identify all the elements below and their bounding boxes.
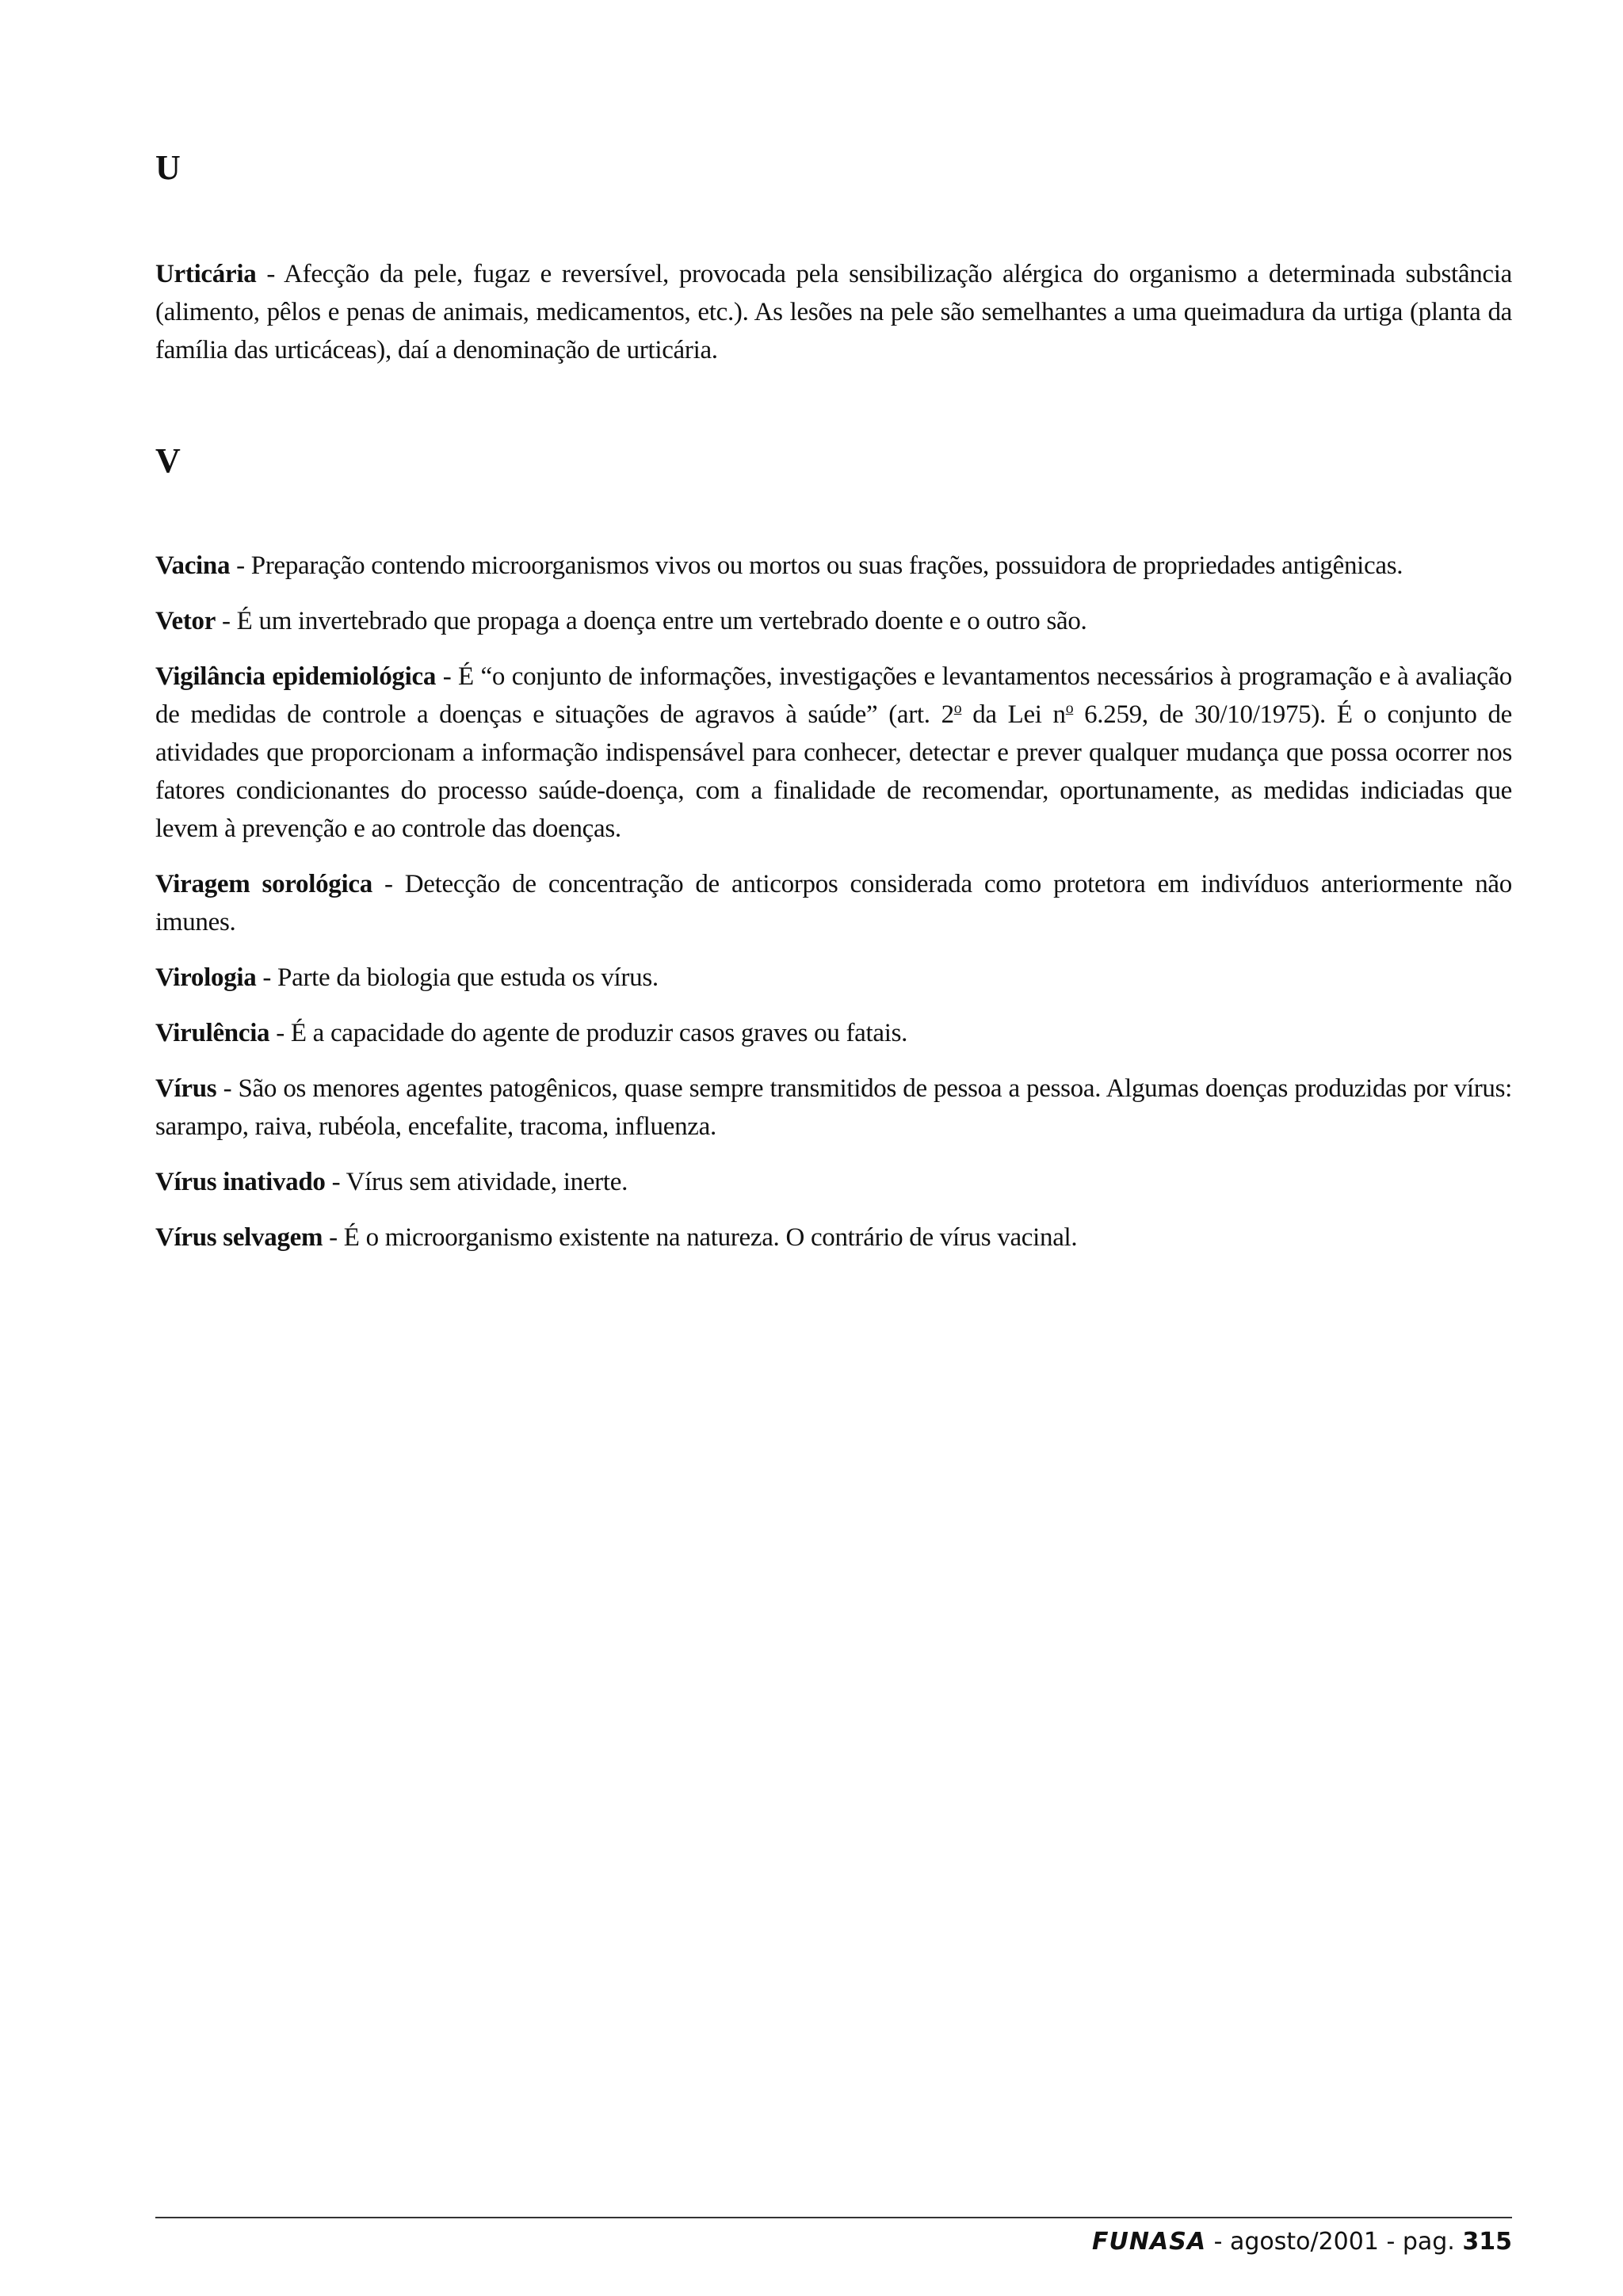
entry-definition: - É a capacidade do agente de produzir casos graves ou fatais. bbox=[269, 1019, 908, 1047]
footer-text: - agosto/2001 - pag. bbox=[1206, 2228, 1463, 2256]
entry-term: Virulência bbox=[155, 1019, 270, 1047]
entry-definition: - Afecção da pele, fugaz e reversível, provocada pela sensibilização alérgica do organismo a determinada substância (alimento, pêlos e penas de animais, medicamentos, etc.). As lesões na pele são semelhantes a uma queimadura da urtiga (planta da família das urticáceas), daí a denominação de urticária. bbox=[155, 260, 1512, 364]
entry-virologia bbox=[155, 959, 1512, 997]
entry-definition: - São os menores agentes patogênicos, quase sempre transmitidos de pessoa a pessoa. Algumas doenças produzidas por vírus: sarampo, raiva, rubéola, encefalite, tracoma, influenza. bbox=[155, 1074, 1512, 1141]
entry-term: Viragem sorológica bbox=[155, 870, 372, 898]
entry-urticaria bbox=[155, 255, 1512, 369]
entry-term: Vírus bbox=[155, 1074, 217, 1103]
entry-vigilancia-epidemiologica bbox=[155, 658, 1512, 848]
entry-virulencia bbox=[155, 1014, 1512, 1052]
entry-term: Vírus inativado bbox=[155, 1168, 326, 1196]
entry-vetor bbox=[155, 602, 1512, 640]
section-letter-u: U bbox=[155, 148, 181, 187]
entry-definition-part2: da Lei n bbox=[961, 700, 1066, 729]
entry-definition-part3: 6.259, de 30/10/1975). É o conjunto de atividades que proporcionam a informação indispensável para conhecer, detectar e prever qualquer mudança que possa ocorrer nos fatores condicionantes do processo saúde-doença, com a finalidade de recomendar, oportunamente, as medidas indiciadas que levem à prevenção e ao controle das doenças. bbox=[155, 700, 1513, 843]
entry-virus bbox=[155, 1070, 1512, 1146]
section-letter-v: V bbox=[155, 441, 181, 480]
footer-brand: FUNASA bbox=[1092, 2228, 1207, 2256]
entry-definition: - É um invertebrado que propaga a doença entre um vertebrado doente e o outro são. bbox=[216, 607, 1087, 635]
entry-viragem-sorologica bbox=[155, 865, 1512, 941]
entry-definition-part1: - É “o conjunto de informações, investigações e levantamentos necessários à programação e à avaliação de medidas de controle a doenças e situações de agravos à saúde” (art. 2 bbox=[155, 662, 1512, 729]
entry-definition: - Vírus sem atividade, inerte. bbox=[325, 1168, 628, 1196]
page-footer bbox=[1092, 2228, 1512, 2256]
entry-term: Vetor bbox=[155, 607, 216, 635]
entries-u bbox=[155, 255, 1512, 387]
entries-v bbox=[155, 547, 1512, 1274]
entry-term: Vacina bbox=[155, 551, 231, 580]
entry-definition: - Preparação contendo microorganismos vivos ou mortos ou suas frações, possuidora de propriedades antigênicas. bbox=[230, 551, 1403, 580]
ordinal-indicator: o bbox=[953, 700, 962, 717]
entry-term: Virologia bbox=[155, 963, 257, 992]
entry-definition: - Detecção de concentração de anticorpos considerada como protetora em indivíduos anteriormente não imunes. bbox=[155, 870, 1512, 936]
entry-definition: - É o microorganismo existente na natureza. O contrário de vírus vacinal. bbox=[323, 1223, 1078, 1252]
entry-term: Vigilância epidemiológica bbox=[155, 662, 437, 691]
ordinal-indicator: o bbox=[1065, 700, 1074, 717]
entry-virus-selvagem bbox=[155, 1219, 1512, 1257]
entry-virus-inativado bbox=[155, 1163, 1512, 1201]
entry-definition: - Parte da biologia que estuda os vírus. bbox=[256, 963, 659, 992]
entry-term: Vírus selvagem bbox=[155, 1223, 323, 1252]
page-number: 315 bbox=[1462, 2228, 1512, 2256]
footer-divider bbox=[155, 2217, 1512, 2218]
entry-term: Urticária bbox=[155, 260, 257, 288]
entry-vacina bbox=[155, 547, 1512, 585]
